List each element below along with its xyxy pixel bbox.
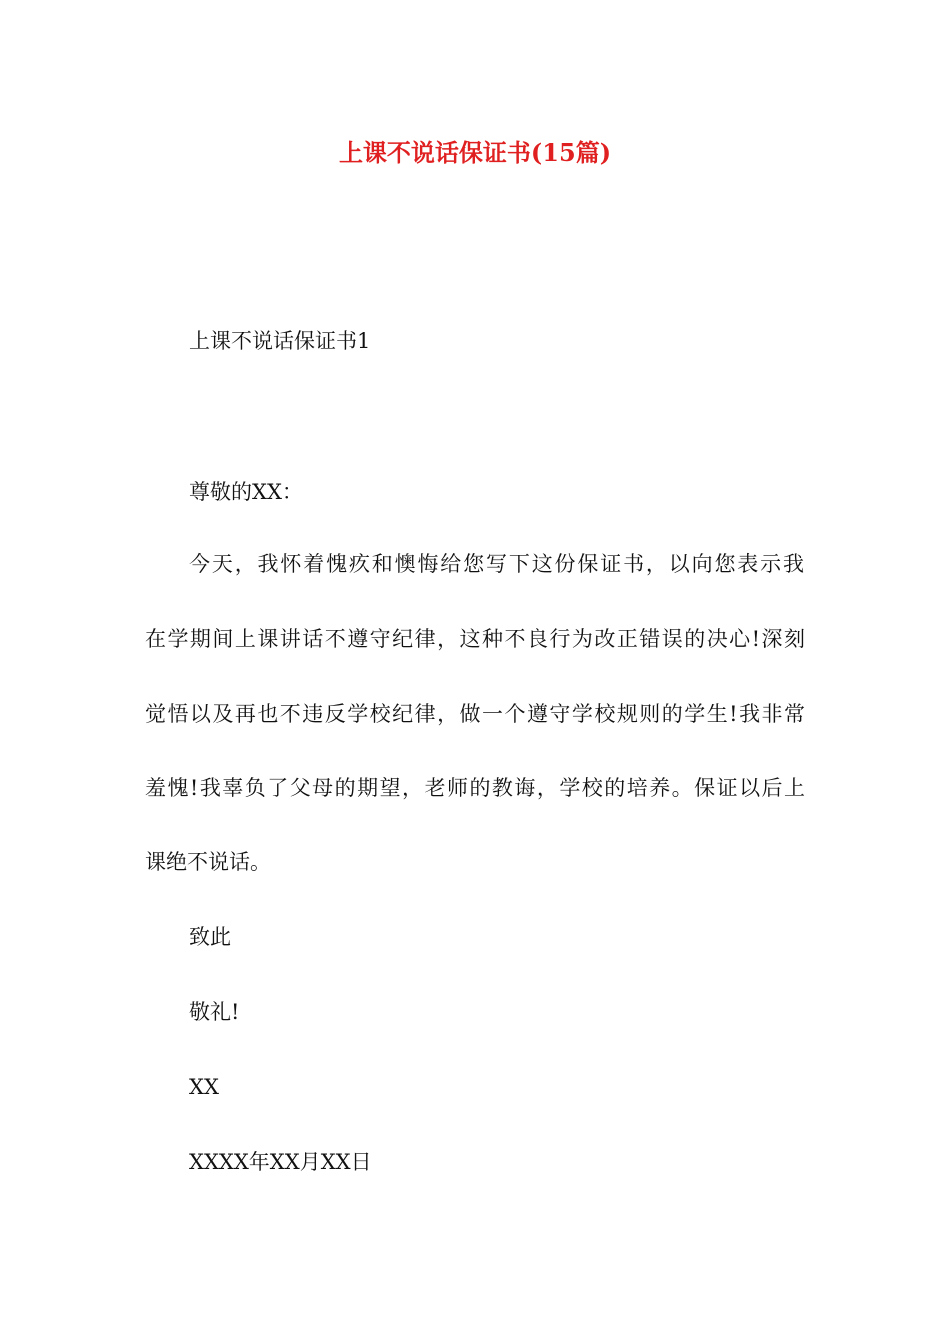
- document-title: 上课不说话保证书(15篇): [338, 138, 612, 167]
- closing-line-2: 敬礼!: [189, 1000, 240, 1024]
- body-line-2: 在学期间上课讲话不遵守纪律，这种不良行为改正错误的决心!深刻: [145, 627, 805, 651]
- signature: XX: [189, 1075, 219, 1099]
- body-line-4: 羞愧!我辜负了父母的期望，老师的教诲，学校的培养。保证以后上: [145, 776, 805, 800]
- section-heading: 上课不说话保证书1: [189, 329, 371, 353]
- body-line-5: 课绝不说话。: [145, 850, 271, 874]
- body-line-1: 今天，我怀着愧疚和懊悔给您写下这份保证书，以向您表示我: [189, 552, 804, 576]
- body-line-3: 觉悟以及再也不违反学校纪律，做一个遵守学校规则的学生!我非常: [145, 702, 805, 726]
- closing-line-1: 致此: [189, 925, 231, 949]
- salutation: 尊敬的XX：: [189, 480, 303, 504]
- date-line: XXXX年XX月XX日: [189, 1150, 372, 1174]
